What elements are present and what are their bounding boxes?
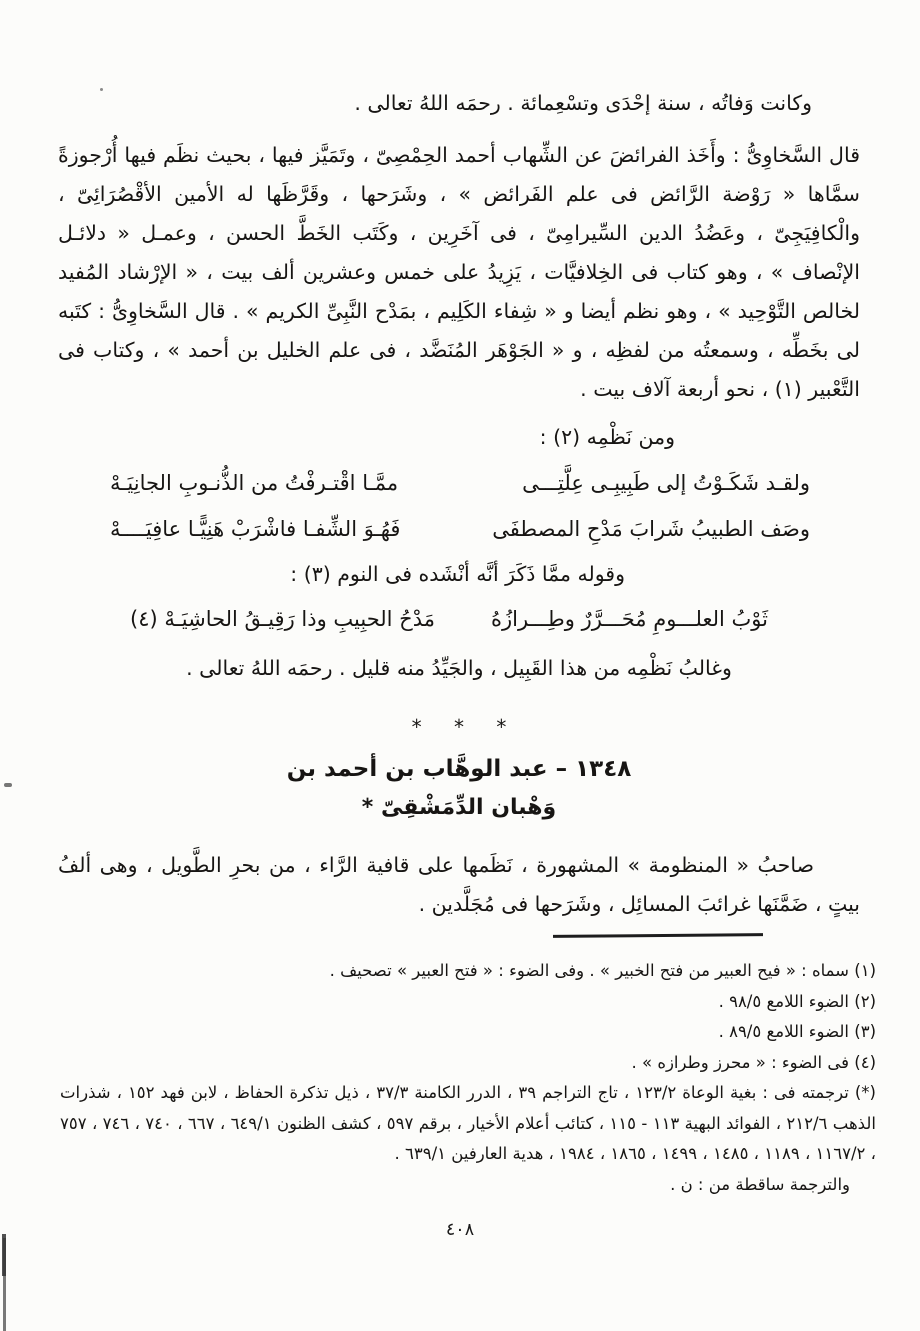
scan-artifact-dot — [100, 88, 103, 91]
footnote-1: (١) سماه : « فيح العبير من فتح الخبير » . وفى الضوء : « فتح العبير » تصحيف . — [329, 961, 876, 980]
hemistich-left: مَدْحُ الحبِيبِ وذا رَقِيـقُ الحاشِيَـهْ (٤) — [130, 607, 436, 631]
poem-verse — [110, 506, 810, 552]
closing-remark: وغالبُ نَظْمِه من هذا القَبِيل ، والجَيِّدُ منه قليل . رحمَه اللهُ تعالى . — [186, 656, 732, 680]
entry-heading-number-and-name: ١٣٤٨ – عبد الوهَّاب بن أحمد بن — [286, 756, 632, 782]
poem-verse — [130, 596, 768, 642]
entry-heading-name-line2: وَهْبان الدِّمَشْقِىّ * — [361, 795, 557, 820]
poem-verse — [110, 460, 810, 506]
footnote-separator-rule — [553, 933, 763, 938]
poem-block-1 — [110, 460, 810, 552]
footnote-3: (٣) الضوء اللامع ٨٩/٥ . — [718, 1022, 876, 1041]
hemistich-left: فَهُـوَ الشِّفـا فاشْرَبْ هَنِيًّـا عافِيَــــهْ — [110, 517, 401, 541]
poem-intro-line: ومن نَظْمِه (٢) : — [539, 425, 675, 449]
page-number: ٤٠٨ — [445, 1220, 475, 1240]
footnote-2: (٢) الضوء اللامع ٩٨/٥ . — [718, 991, 876, 1011]
paragraph-entry-description: صاحبُ « المنظومة » المشهورة ، نَظَمها على قافية الرَّاء ، من بحرِ الطَّويل ، وهى ألفُ بيتٍ ، ضَمَّنَها غرائبَ المسائِل ، وشَرَحها فى مُجَلَّدين . — [58, 853, 860, 916]
page-text-block — [58, 84, 860, 924]
footnotes-block — [60, 956, 876, 1200]
hemistich-right: ولقـد شَكَـوْتُ إلى طَبِيبِـى عِلَّتِـــى — [522, 471, 810, 495]
paragraph-death-date: وكانت وَفاتُه ، سنة إحْدَى وتسْعِمائة . رحمَه اللهُ تعالى . — [354, 91, 812, 115]
footnote-missing-translation-note: والترجمة ساقطة من : ن . — [670, 1174, 850, 1194]
hemistich-right: ثَوْبُ العلـــومِ مُحَـــرَّرٌ وطِـــرازُهُ — [491, 607, 768, 631]
scan-artifact-mark — [4, 783, 12, 787]
scan-artifact-dot — [824, 1010, 826, 1012]
poem-block-2 — [130, 596, 768, 642]
footnote-star-biography: (*) ترجمته فى : بغية الوعاة ١٢٣/٢ ، تاج التراجم ٣٩ ، الدرر الكامنة ٣٧/٣ ، ذيل تذكرة الحفاظ ، لابن فهد ١٥٢ ، شذرات الذهب ٢١٢/٦ ، الفوائد البهية ١١٣ - ١١٥ ، كتائب أعلام الأخيار ، برقم ٥٩٧ ، كشف الظنون ٦٤٩/١ ، ٦٦٧ ، ٧٤٠ ، ٧٤٦ ، ٧٥٧ ، ١١٦٧/٢ ، ١١٨٩ ، ١٤٨٥ ، ١٤٩٩ ، ١٨٦٥ ، ١٩٨٤ ، هدية العارفين ٦٣٩/١ . — [60, 1083, 876, 1163]
hemistich-left: ممَّـا اقْتـرفْتُ من الذُّنـوبِ الجانِيَـهْ — [110, 471, 399, 495]
scan-artifact-edge-dark — [2, 1234, 6, 1276]
footnote-4: (٤) فى الضوء : « محرز وطرازه » . — [631, 1052, 876, 1072]
hemistich-right: وصَف الطبيبُ شَرابَ مَدْحِ المصطفَى — [492, 517, 810, 541]
poem-intro-line-2: وقوله ممَّا ذَكَرَ أنَّه أنْشَده فى النوم (٣) : — [290, 562, 625, 586]
section-separator-stars: * * * — [411, 715, 507, 739]
paragraph-sakhawi-works: قال السَّخاوِىُّ : وأَخَذ الفرائضَ عن الشِّهاب أحمد الحِمْصِىّ ، وتَمَيَّز فيها ، بحيث نظَم فيها أُرْجوزةً سمَّاها « رَوْضة الرَّائض فى علم الفَرائض » ، وشَرَحها ، وقَرَّظَها له الأمين الأقْصُرَائِىّ ، والْكافِيَجِىّ ، وعَضُدُ الدين السِّيرامِىّ ، فى آخَرِين ، وكَتَب الخَطَّ الحسن ، وعمـل « دلائـل الإنْصاف » ، وهو كتاب فى الخِلافيَّات ، يَزِيدُ على خمس وعشرين ألف بيت ، « الإرْشاد المُفيد لخالص التَّوْحِيد » ، وهو نظم أيضا و « شِفاء الكَلِيم ، بمَدْح النَّبِىِّ الكريم » . قال السَّخاوِىُّ : كتَبه لى بخَطِّه ، وسمعتُه من لفظِه ، و « الجَوْهَر المُنَضَّد ، فى علم الخليل بن أحمد » ، وكتاب فى التَّعْبير (١) ، نحو أربعة آلاف بيت . — [58, 143, 860, 401]
